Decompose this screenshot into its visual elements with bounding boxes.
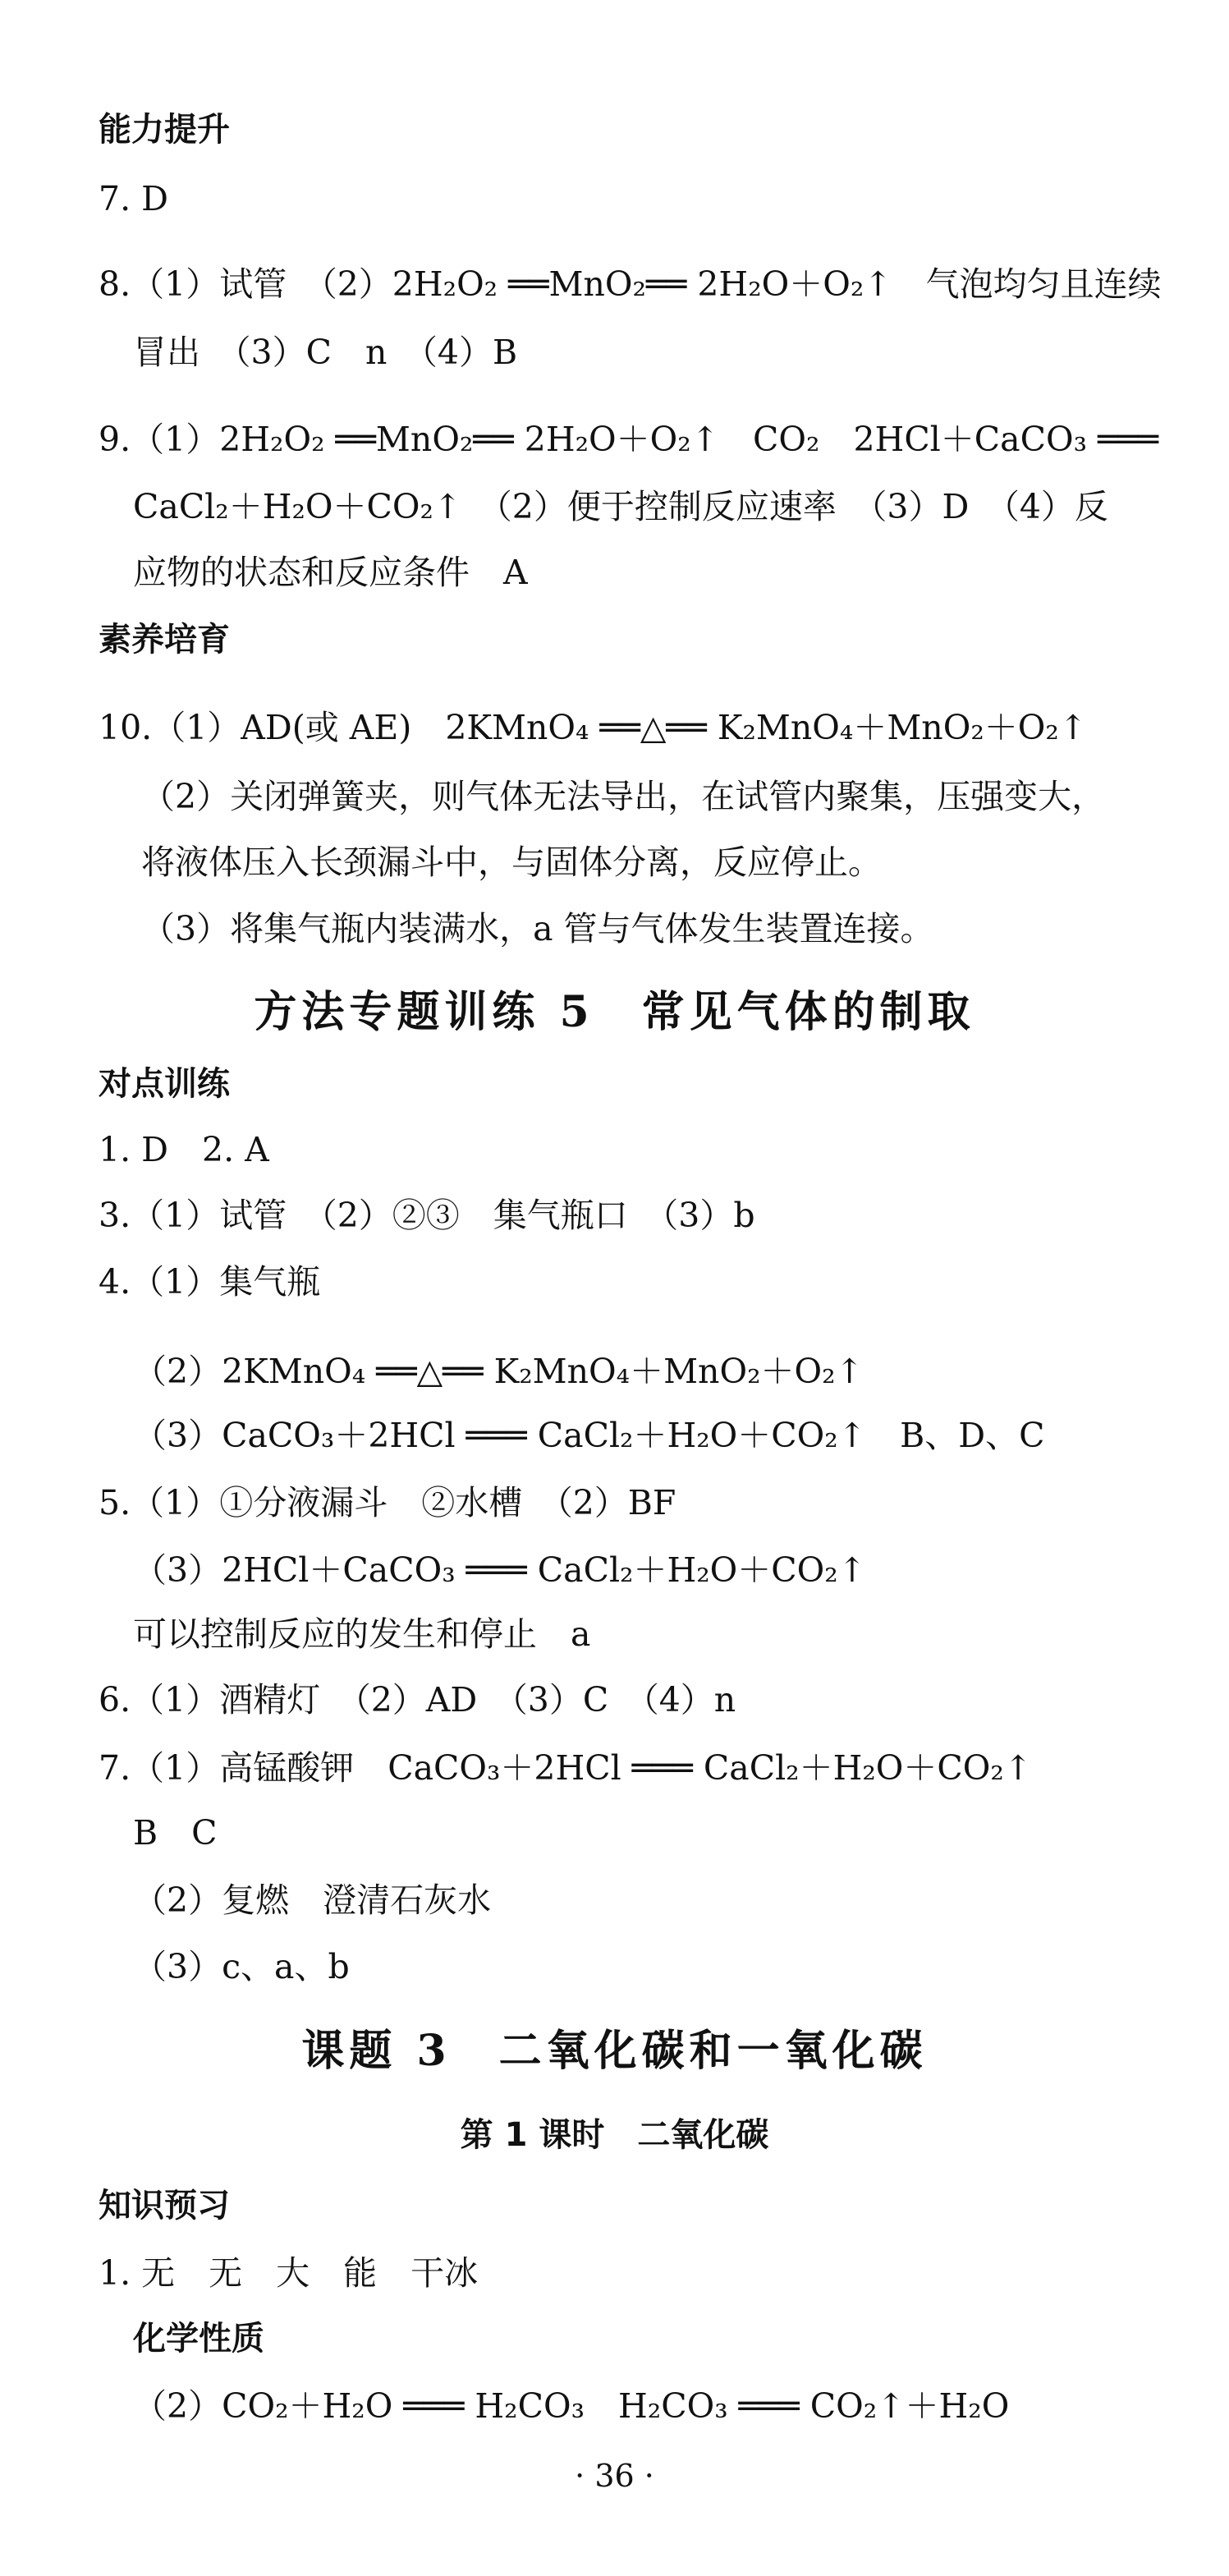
answer-line: 可以控制反应的发生和停止 a (133, 1614, 591, 1654)
answer-line: 应物的状态和反应条件 A (133, 553, 528, 592)
section-heading: 对点训练 (99, 1065, 230, 1103)
answer-line: CaCl₂＋H₂O＋CO₂↑ （2）便于控制反应速率 （3）D （4）反 (133, 487, 1108, 526)
answer-line: 5.（1）①分液漏斗 ②水槽 （2）BF (99, 1483, 676, 1522)
section-heading: 化学性质 (133, 2320, 264, 2358)
answer-line: 将液体压入长颈漏斗中，与固体分离，反应停止。 (141, 843, 882, 882)
answer-line: （2）关闭弹簧夹，则气体无法导出，在试管内聚集，压强变大， (141, 777, 1106, 816)
answer-line: （3）CaCO₃＋2HCl ═══ CaCl₂＋H₂O＋CO₂↑ B、D、C (133, 1416, 1045, 1455)
answer-line: （2）复燃 澄清石灰水 (133, 1880, 492, 1920)
page-number: · 36 · (575, 2458, 654, 2494)
answer-line: 7. D (99, 179, 169, 218)
answer-line: 3.（1）试管 （2）②③ 集气瓶口 （3）b (99, 1196, 755, 1235)
answer-line: 冒出 （3）C n （4）B (133, 333, 518, 372)
answer-line: 1. D 2. A (99, 1130, 269, 1169)
answer-line: （2）CO₂＋H₂O ═══ H₂CO₃ H₂CO₃ ═══ CO₂↑＋H₂O (133, 2386, 1010, 2426)
answer-line: （3）c、a、b (133, 1947, 350, 1986)
section-heading: 能力提升 (99, 111, 230, 149)
answer-line: 6.（1）酒精灯 （2）AD （3）C （4）n (99, 1680, 736, 1720)
subsection-title: 第 1 课时 二氧化碳 (460, 2116, 769, 2154)
chapter-title: 方法专题训练 5 常见气体的制取 (254, 987, 975, 1037)
answer-line: （3）2HCl＋CaCO₃ ═══ CaCl₂＋H₂O＋CO₂↑ (133, 1550, 867, 1590)
answer-line: 4.（1）集气瓶 (99, 1262, 321, 1302)
section-heading: 知识预习 (99, 2187, 230, 2225)
answer-line: 1. 无 无 大 能 干冰 (99, 2253, 479, 2293)
answer-line: B C (133, 1813, 218, 1853)
answer-line: 8.（1）试管 （2）2H₂O₂ ══MnO₂══ 2H₂O＋O₂↑ 气泡均匀且连续 (99, 264, 1162, 304)
section-heading: 素养培育 (99, 621, 230, 659)
answer-line: 7.（1）高锰酸钾 CaCO₃＋2HCl ═══ CaCl₂＋H₂O＋CO₂↑ (99, 1748, 1033, 1788)
lesson-title: 课题 3 二氧化碳和一氧化碳 (301, 2026, 928, 2076)
answer-line: （2）2KMnO₄ ══△══ K₂MnO₄＋MnO₂＋O₂↑ (133, 1352, 864, 1391)
answer-line: 10.（1）AD(或 AE) 2KMnO₄ ══△══ K₂MnO₄＋MnO₂＋O₂↑ (99, 708, 1088, 747)
answer-line: （3）将集气瓶内装满水，a 管与气体发生装置连接。 (141, 909, 934, 948)
answer-line: 9.（1）2H₂O₂ ══MnO₂══ 2H₂O＋O₂↑ CO₂ 2HCl＋CaCO₃ ═══ (99, 420, 1159, 459)
